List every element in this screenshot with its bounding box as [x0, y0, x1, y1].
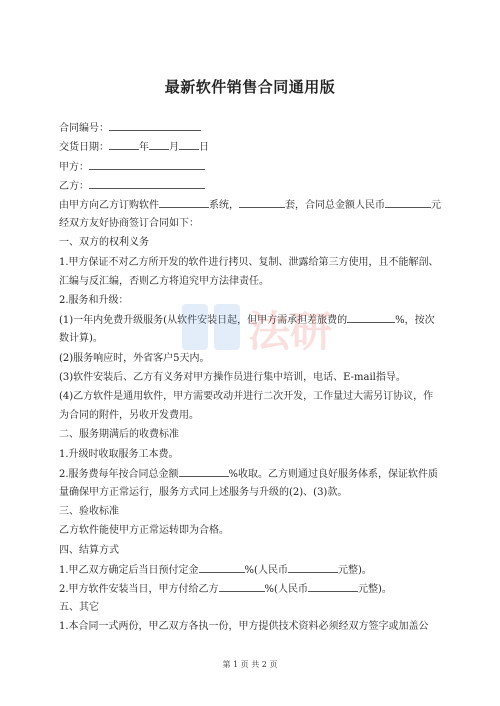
document-title: 最新软件销售合同通用版: [164, 78, 336, 96]
clause-4-2: 2.甲方软件安装当日，甲方付给乙方 %(人民币 元整)。: [59, 584, 392, 595]
watermark-text: 法研: [248, 307, 333, 356]
contract-number-blank: [109, 121, 201, 131]
contract-number-line: 合同编号：: [59, 121, 445, 136]
intro-line-2: 经双方友好协商签订合同如下：: [59, 218, 199, 229]
clause-1-2-2: (2)服务响应时，外省客户5天内。: [59, 353, 210, 364]
clause-1-1-line-1: 1.甲方保证不对乙方所开发的软件进行拷贝、复制、泄露给第三方使用，且不能解剖、: [59, 257, 439, 268]
section-3-heading: 三、验收标准: [59, 506, 119, 517]
clause-1-1-line-2: 汇编与反汇编，否则乙方将追究甲方法律责任。: [59, 276, 269, 287]
clause-1-2-1-line-2: 数计算)。: [59, 333, 103, 344]
clause-1-2-4-line-1: (4)乙方软件是通用软件，甲方需要改动并进行二次开发，工作量过大需另订协议，作: [59, 391, 434, 402]
clause-1-2-4-line-2: 为合同的附件，另收开发费用。: [59, 410, 199, 421]
clause-1-2: 2.服务和升级：: [59, 295, 129, 306]
clause-1-2-1-line-1: (1)一年内免费升级服务(从软件安装日起，但甲方需承担差旅费的 %，按次: [59, 315, 435, 326]
month-blank: [149, 140, 169, 150]
party-b-line: 乙方：: [59, 179, 445, 194]
year-blank: [109, 140, 139, 150]
party-a-blank: [89, 160, 205, 170]
page-footer: 第 1 页 共 2 页: [222, 660, 278, 669]
intro-line-1: 由甲方向乙方订购软件 系统， 套，合同总金额人民币 元: [59, 200, 441, 211]
clause-4-1: 1.甲乙双方确定后当日预付定金 %(人民币 元整)。: [59, 565, 372, 576]
clause-3-1: 乙方软件能使甲方正常运转即为合格。: [59, 525, 229, 536]
day-blank: [179, 140, 199, 150]
section-5-heading: 五、其它: [59, 602, 99, 613]
section-2-heading: 二、服务期满后的收费标准: [59, 429, 179, 440]
clause-2-2-line-1: 2.服务费每年按合同总金额 %收取。乙方则通过良好服务体系，保证软件质: [59, 469, 439, 480]
section-1-heading: 一、双方的权利义务: [59, 237, 149, 248]
party-a-line: 甲方：: [59, 160, 445, 175]
clause-5-1: 1.本合同一式两份，甲乙双方各执一份，甲方提供技术资料必须经双方签字或加盖公: [59, 621, 429, 632]
section-4-heading: 四、结算方式: [59, 545, 119, 556]
clause-1-2-3: (3)软件安装后、乙方有义务对甲方操作员进行集中培训，电话、E-mail指导。: [59, 372, 406, 383]
delivery-date-line: 交货日期： 年 月 日: [59, 142, 209, 153]
party-b-blank: [89, 179, 205, 189]
clause-2-1: 1.升级时收取服务工本费。: [59, 449, 179, 460]
clause-2-2-line-2: 量确保甲方正常运行，服务方式同上述服务与升级的(2)、(3)款。: [59, 487, 348, 498]
